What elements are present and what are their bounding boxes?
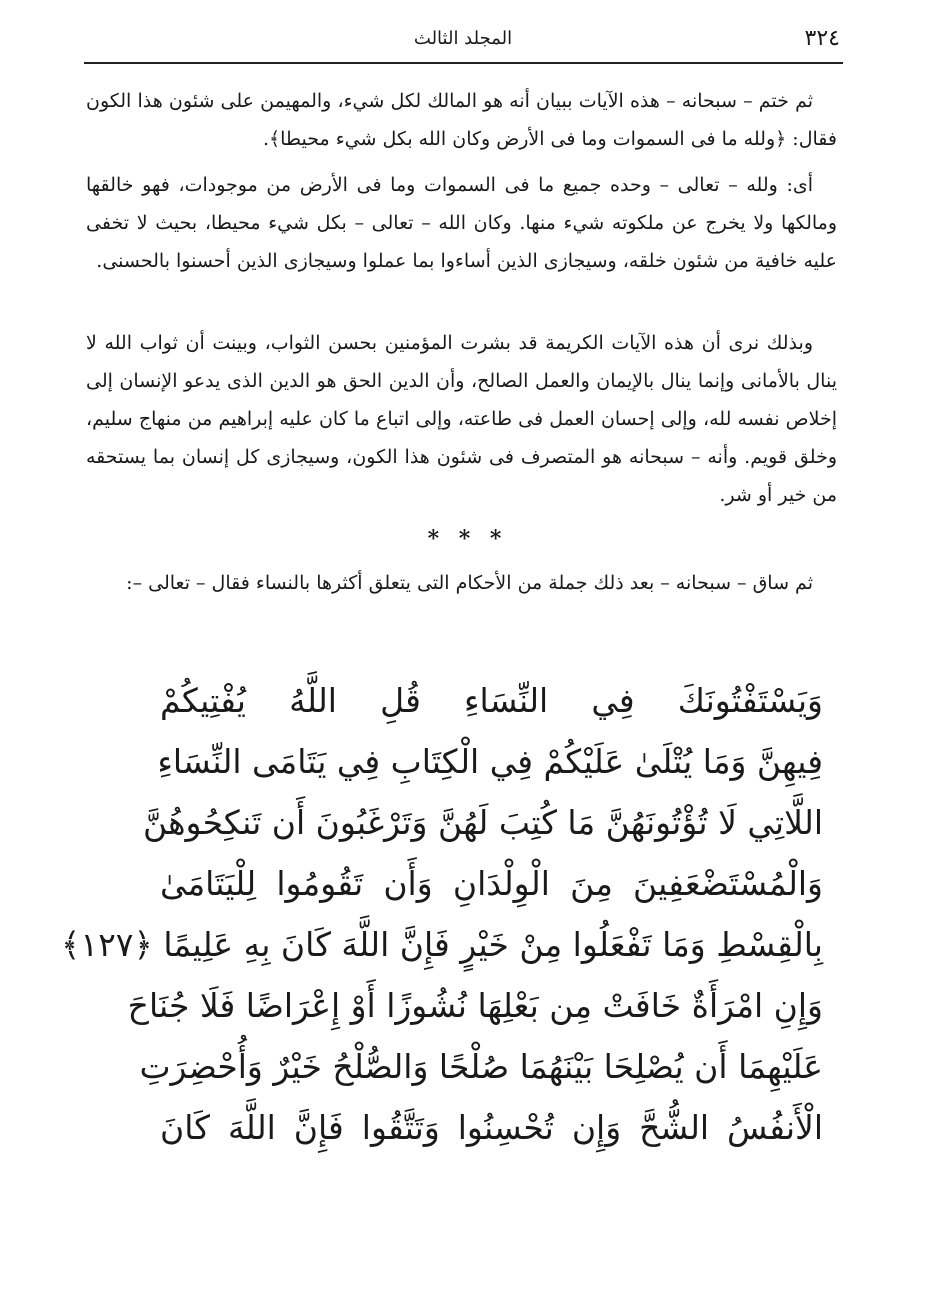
quran-verses xyxy=(61,670,823,1158)
quran-line: الْأَنفُسُ الشُّحَّ وَإِن تُحْسِنُوا وَتَتَّقُوا فَإِنَّ اللَّهَ كَانَ xyxy=(160,1108,823,1147)
paragraph-1-text: ثم ختم – سبحانه – هذه الآيات ببيان أنه هو المالك لكل شيء، والمهيمن على شئون هذا الكون فقال: ﴿ولله ما فى السموات وما فى الأرض وكان الله بكل شيء محيطا﴾. xyxy=(86,90,837,150)
quran-line: وَيَسْتَفْتُونَكَ فِي النِّسَاءِ قُلِ اللَّهُ يُفْتِيكُمْ xyxy=(160,681,823,720)
intro-text: ثم ساق – سبحانه – بعد ذلك جملة من الأحكام التى يتعلق أكثرها بالنساء فقال – تعالى –: xyxy=(126,572,813,594)
paragraph-3 xyxy=(86,324,837,514)
paragraph-3-text: وبذلك نرى أن هذه الآيات الكريمة قد بشرت المؤمنين بحسن الثواب، وبينت أن ثواب الله لا ينال بالأمانى وإنما ينال بالإيمان والعمل الصالح، وأن الدين الحق هو الدين الذى يدعو الإنسان إلى إخلاص نفسه لله، وإلى إحسان العمل فى طاعته، وإلى اتباع ما كان عليه إبراهيم من منهاج سليم، وخلق قويم. وأنه – سبحانه هو المتصرف فى شئون هذا الكون، وسيجازى كل إنسان بما يستحقه من خير أو شر. xyxy=(86,332,837,506)
quran-line: اللَّاتِي لَا تُؤْتُونَهُنَّ مَا كُتِبَ لَهُنَّ وَتَرْغَبُونَ أَن تَنكِحُوهُنَّ xyxy=(143,803,823,842)
page-header xyxy=(86,24,840,60)
quran-line: فِيهِنَّ وَمَا يُتْلَىٰ عَلَيْكُمْ فِي الْكِتَابِ فِي يَتَامَى النِّسَاءِ xyxy=(157,742,823,781)
running-title: المجلد الثالث xyxy=(413,28,513,49)
quran-line: بِالْقِسْطِ وَمَا تَفْعَلُوا مِنْ خَيْرٍ فَإِنَّ اللَّهَ كَانَ بِهِ عَلِيمًا ﴿١٢٧﴾ xyxy=(61,925,823,964)
paragraph-2 xyxy=(86,166,837,280)
paragraph-2-text: أى: ولله – تعالى – وحده جميع ما فى السموات وما فى الأرض من موجودات، فهو خالقها ومالكها ولا يخرج عن ملكوته شيء منها. وكان الله – تعالى – بكل شيء محيطا، بحيث لا تخفى عليه خافية من شئون خلقه، وسيجازى الذين أساءوا بما عملوا وسيجازى الذين أحسنوا بالحسنى. xyxy=(86,174,838,272)
paragraph-1 xyxy=(86,82,837,158)
intro-paragraph xyxy=(86,564,837,602)
quran-line: عَلَيْهِمَا أَن يُصْلِحَا بَيْنَهُمَا صُلْحًا وَالصُّلْحُ خَيْرٌ وَأُحْضِرَتِ xyxy=(139,1047,823,1086)
quran-line: وَالْمُسْتَضْعَفِينَ مِنَ الْوِلْدَانِ وَأَن تَقُومُوا لِلْيَتَامَىٰ xyxy=(160,864,823,903)
quran-line: وَإِنِ امْرَأَةٌ خَافَتْ مِن بَعْلِهَا نُشُوزًا أَوْ إِعْرَاضًا فَلَا جُنَاحَ xyxy=(127,986,823,1025)
section-separator: * * * xyxy=(427,526,508,552)
header-divider xyxy=(84,62,843,64)
page-number: ٣٢٤ xyxy=(804,26,840,51)
